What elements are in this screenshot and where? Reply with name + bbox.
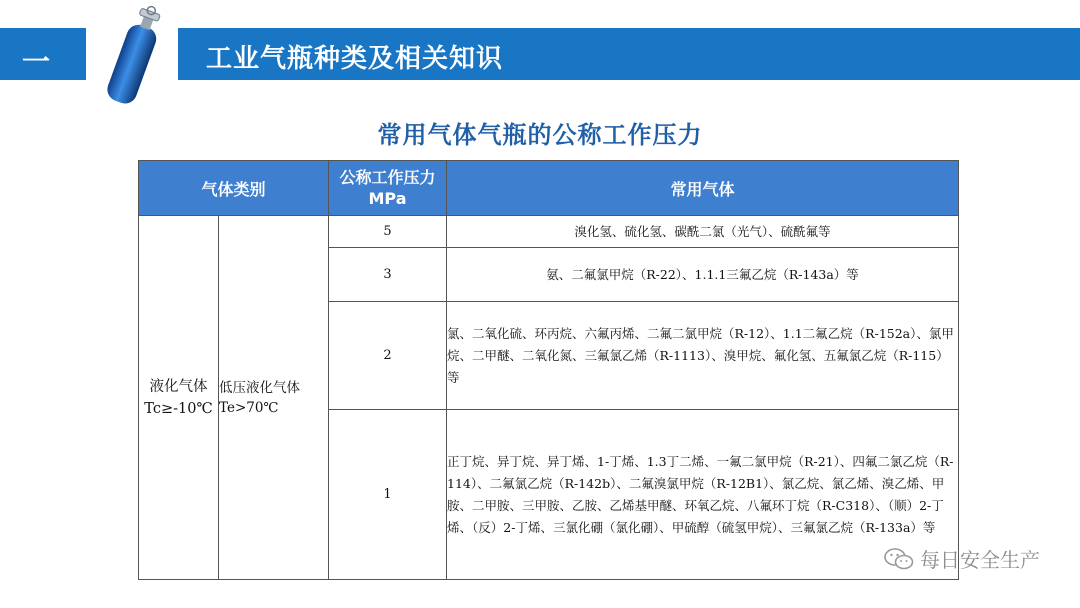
pressure-cell: 2: [329, 302, 447, 410]
table-title: 常用气体气瓶的公称工作压力: [377, 121, 703, 149]
gas-cylinder-icon: [92, 2, 174, 108]
pressure-table: [138, 160, 959, 580]
section-number-box: [0, 28, 86, 80]
section-number: 一: [22, 45, 51, 78]
header-category: 气体类别: [139, 161, 329, 216]
table-row: [139, 216, 959, 248]
watermark: [884, 544, 1040, 573]
gases-cell: 正丁烷、异丁烷、异丁烯、1-丁烯、1.3丁二烯、一氟二氯甲烷（R-21）、四氟二氯乙烷（R-114）、二氟氯乙烷（R-142b）、二氟溴氯甲烷（R-12B1）、氯乙烷、氯乙烯、溴乙烯、甲胺、二甲胺、三甲胺、乙胺、乙烯基甲醚、环氧乙烷、八氟环丁烷（R-C318）、（顺）2-丁烯、（反）2-丁烯、三氯化硼（氯化硼）、甲硫醇（硫氢甲烷）、三氟氯乙烷（R-133a）等: [447, 410, 959, 580]
pressure-cell: 5: [329, 216, 447, 248]
gases-cell: 氯、二氧化硫、环丙烷、六氟丙烯、二氟二氯甲烷（R-12）、1.1二氟乙烷（R-152a）、氯甲烷、二甲醚、二氧化氮、三氟氯乙烯（R-1113）、溴甲烷、氟化氢、五氟氯乙烷（R-115）等: [447, 302, 959, 410]
watermark-text: 每日安全生产: [920, 548, 1040, 572]
gases-cell: 溴化氢、硫化氢、碳酰二氯（光气）、硫酰氟等: [447, 216, 959, 248]
gases-cell: 氨、二氟氯甲烷（R-22）、1.1.1三氟乙烷（R-143a）等: [447, 248, 959, 302]
pressure-cell: 3: [329, 248, 447, 302]
table-header-row: [139, 161, 959, 216]
pressure-cell: 1: [329, 410, 447, 580]
header-pressure: 公称工作压力MPa: [329, 161, 447, 216]
header-gases: 常用气体: [447, 161, 959, 216]
header-bar: [178, 28, 1080, 80]
page-title: 工业气瓶种类及相关知识: [206, 44, 504, 74]
category-main: 液化气体 Tc≥-10℃: [139, 216, 219, 580]
category-sub: 低压液化气体 Te>70℃: [219, 216, 329, 580]
wechat-icon: [884, 547, 914, 571]
